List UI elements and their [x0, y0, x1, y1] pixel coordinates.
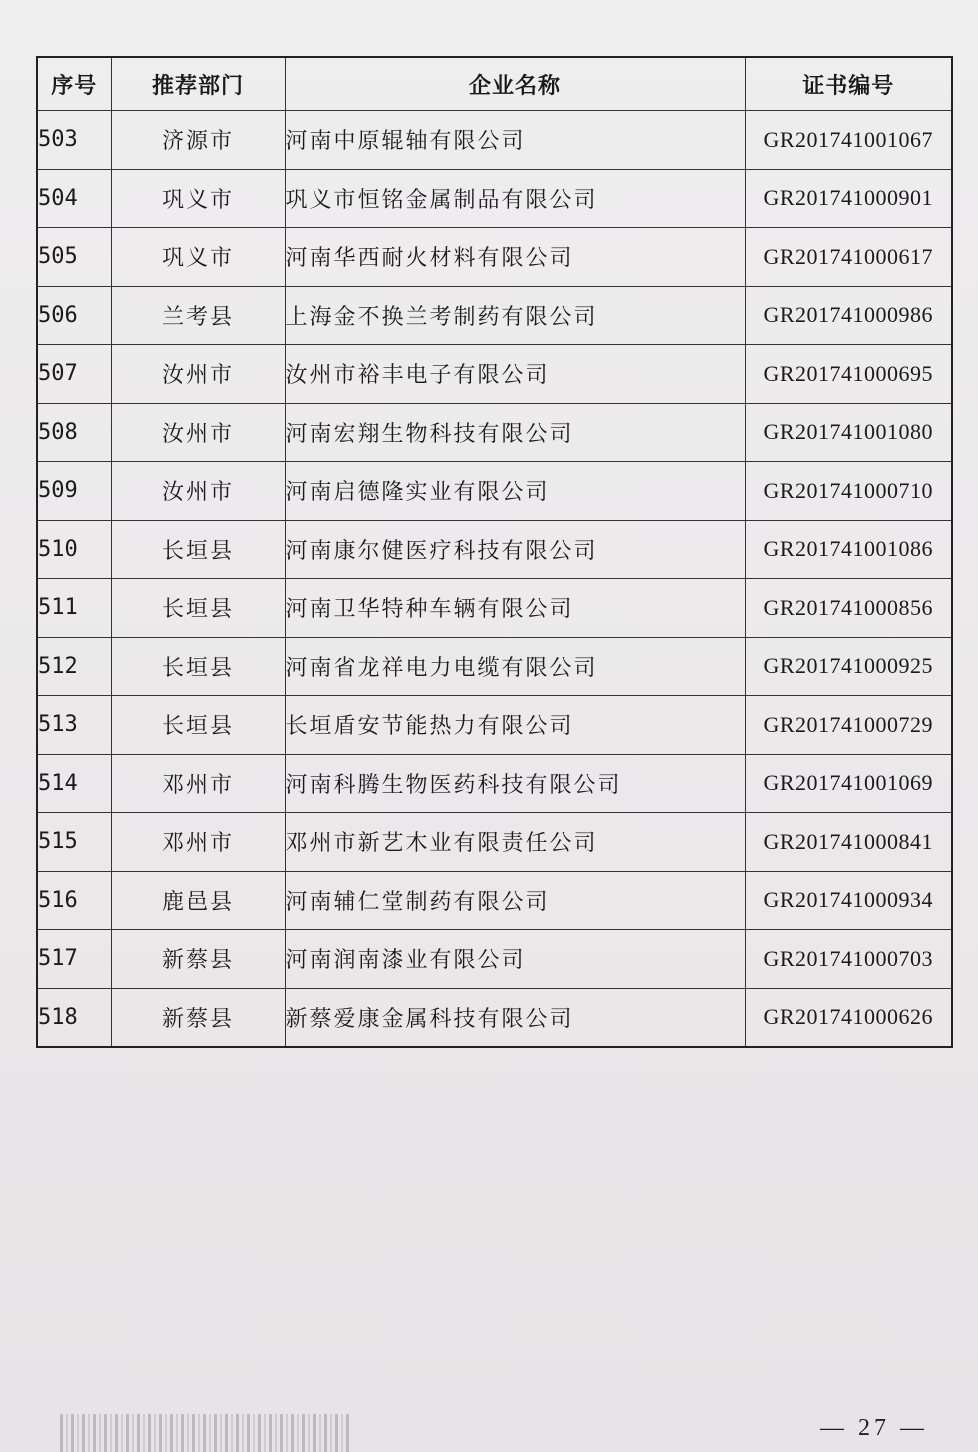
cell-certificate-number: GR201741001080	[745, 403, 952, 462]
table-row	[37, 813, 952, 872]
table-row	[37, 579, 952, 638]
cell-recommending-dept: 鹿邑县	[111, 871, 285, 930]
cell-company-name: 河南华西耐火材料有限公司	[285, 228, 745, 287]
table-row	[37, 111, 952, 170]
cell-company-name: 汝州市裕丰电子有限公司	[285, 345, 745, 404]
cell-company-name: 河南启德隆实业有限公司	[285, 462, 745, 521]
cell-recommending-dept: 巩义市	[111, 169, 285, 228]
cell-serial-number: 512	[37, 637, 111, 696]
cell-certificate-number: GR201741001067	[745, 111, 952, 170]
table-row	[37, 462, 952, 521]
cell-company-name: 河南康尔健医疗科技有限公司	[285, 520, 745, 579]
cell-serial-number: 507	[37, 345, 111, 404]
table-row	[37, 637, 952, 696]
table-row	[37, 403, 952, 462]
cell-company-name: 河南中原辊轴有限公司	[285, 111, 745, 170]
cell-certificate-number: GR201741000856	[745, 579, 952, 638]
cell-serial-number: 510	[37, 520, 111, 579]
cell-serial-number: 504	[37, 169, 111, 228]
table-row	[37, 988, 952, 1047]
table-row	[37, 286, 952, 345]
table-row	[37, 345, 952, 404]
cell-certificate-number: GR201741000710	[745, 462, 952, 521]
cell-certificate-number: GR201741000703	[745, 930, 952, 989]
cell-recommending-dept: 邓州市	[111, 813, 285, 872]
cell-recommending-dept: 济源市	[111, 111, 285, 170]
cell-certificate-number: GR201741001069	[745, 754, 952, 813]
table-row	[37, 754, 952, 813]
table-row	[37, 228, 952, 287]
table-header-row	[37, 57, 952, 111]
cell-certificate-number: GR201741000729	[745, 696, 952, 755]
cell-company-name: 河南润南漆业有限公司	[285, 930, 745, 989]
cell-serial-number: 508	[37, 403, 111, 462]
cell-company-name: 邓州市新艺木业有限责任公司	[285, 813, 745, 872]
cell-company-name: 河南卫华特种车辆有限公司	[285, 579, 745, 638]
cell-company-name: 河南辅仁堂制药有限公司	[285, 871, 745, 930]
header-certificate-number: 证书编号	[745, 57, 952, 111]
header-company-name: 企业名称	[285, 57, 745, 111]
cell-certificate-number: GR201741000925	[745, 637, 952, 696]
table-row	[37, 169, 952, 228]
cell-recommending-dept: 长垣县	[111, 520, 285, 579]
cell-company-name: 新蔡爱康金属科技有限公司	[285, 988, 745, 1047]
cell-company-name: 上海金不换兰考制药有限公司	[285, 286, 745, 345]
cell-recommending-dept: 汝州市	[111, 345, 285, 404]
cell-recommending-dept: 新蔡县	[111, 930, 285, 989]
cell-certificate-number: GR201741000626	[745, 988, 952, 1047]
cell-serial-number: 506	[37, 286, 111, 345]
cell-company-name: 河南宏翔生物科技有限公司	[285, 403, 745, 462]
cell-company-name: 长垣盾安节能热力有限公司	[285, 696, 745, 755]
table-row	[37, 696, 952, 755]
page-number: — 27 —	[820, 1415, 928, 1441]
cell-certificate-number: GR201741000934	[745, 871, 952, 930]
table-row	[37, 871, 952, 930]
certificate-table	[36, 56, 953, 1048]
header-recommending-dept: 推荐部门	[111, 57, 285, 111]
cell-recommending-dept: 邓州市	[111, 754, 285, 813]
cell-certificate-number: GR201741000986	[745, 286, 952, 345]
cell-company-name: 巩义市恒铭金属制品有限公司	[285, 169, 745, 228]
cell-recommending-dept: 新蔡县	[111, 988, 285, 1047]
cell-certificate-number: GR201741000695	[745, 345, 952, 404]
cell-serial-number: 518	[37, 988, 111, 1047]
cell-company-name: 河南省龙祥电力电缆有限公司	[285, 637, 745, 696]
cell-certificate-number: GR201741001086	[745, 520, 952, 579]
cell-serial-number: 511	[37, 579, 111, 638]
cell-certificate-number: GR201741000901	[745, 169, 952, 228]
cell-serial-number: 517	[37, 930, 111, 989]
cell-recommending-dept: 长垣县	[111, 696, 285, 755]
cell-recommending-dept: 汝州市	[111, 462, 285, 521]
cell-serial-number: 503	[37, 111, 111, 170]
bleed-barcode	[60, 1414, 350, 1452]
cell-recommending-dept: 长垣县	[111, 579, 285, 638]
cell-recommending-dept: 巩义市	[111, 228, 285, 287]
cell-recommending-dept: 兰考县	[111, 286, 285, 345]
table-row	[37, 930, 952, 989]
cell-serial-number: 505	[37, 228, 111, 287]
table-row	[37, 520, 952, 579]
cell-serial-number: 515	[37, 813, 111, 872]
cell-company-name: 河南科腾生物医药科技有限公司	[285, 754, 745, 813]
cell-recommending-dept: 长垣县	[111, 637, 285, 696]
cell-serial-number: 514	[37, 754, 111, 813]
cell-serial-number: 509	[37, 462, 111, 521]
cell-recommending-dept: 汝州市	[111, 403, 285, 462]
cell-certificate-number: GR201741000841	[745, 813, 952, 872]
cell-serial-number: 516	[37, 871, 111, 930]
header-serial-number: 序号	[37, 57, 111, 111]
cell-serial-number: 513	[37, 696, 111, 755]
cell-certificate-number: GR201741000617	[745, 228, 952, 287]
